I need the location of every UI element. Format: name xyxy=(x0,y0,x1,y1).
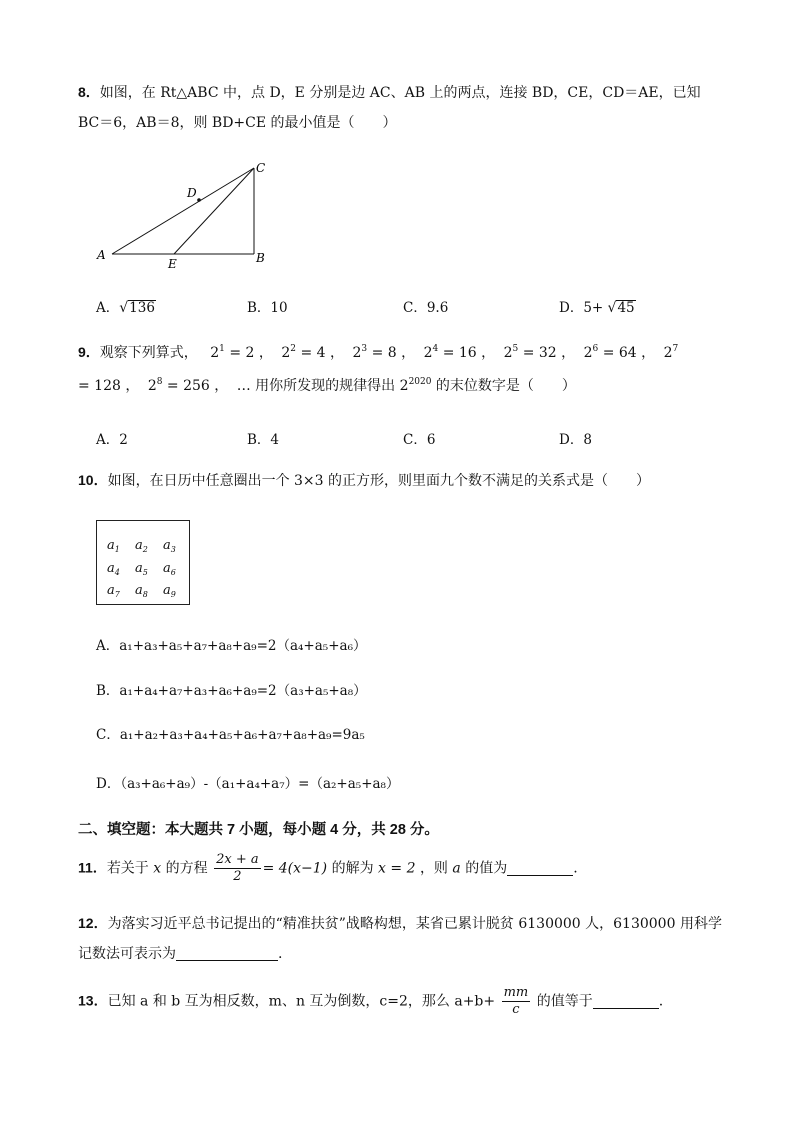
grid-cell: $a_7$ xyxy=(107,583,120,599)
q12-number: 12． xyxy=(78,915,108,931)
power-3: $2^3 = 8$ xyxy=(352,344,397,361)
grid-cell: $a_8$ xyxy=(135,583,148,599)
q9-intro: 观察下列算式， xyxy=(99,345,198,361)
period: . xyxy=(573,860,578,877)
q8-line1 xyxy=(78,82,701,103)
point-d xyxy=(197,198,201,202)
grid-cell: $a_2$ xyxy=(135,538,148,554)
var-a: a xyxy=(452,860,461,877)
grid-cell: $a_6$ xyxy=(163,561,176,577)
section-2-heading: 二、填空题：本大题共 7 小题，每小题 4 分，共 28 分。 xyxy=(78,822,439,838)
q12-line2 xyxy=(78,944,282,964)
q9-option-c: C．6 xyxy=(403,432,436,448)
radicand: 45 xyxy=(617,300,635,316)
q11-text-3: 的解为 xyxy=(331,860,374,877)
label-c: C xyxy=(256,161,266,175)
q10-option-b: B．a₁+a₄+a₇+a₃+a₆+a₉=2（a₃+a₅+a₈） xyxy=(96,683,367,699)
q10-number: 10． xyxy=(78,472,108,488)
q12-line1 xyxy=(78,913,722,934)
option-letter: C． xyxy=(403,300,427,316)
label-b: B xyxy=(256,251,265,265)
q13-text-1: 已知 a 和 b 互为相反数，m、n 互为倒数，c=2，那么 a+b+ xyxy=(107,993,496,1010)
q11-text-4: ，则 xyxy=(419,860,448,877)
period: . xyxy=(658,993,664,1010)
option-letter: D． xyxy=(559,300,584,316)
q9-line2: = 128 ， $2^8 = 256$ ， … 用你所发现的规律得出 $2^{2020}$ 的末位数字是（ ） xyxy=(78,377,576,394)
q8-text-line1: 如图，在 Rt△ABC 中，点 D，E 分别是边 AC、AB 上的两点，连接 BD，CE，CD＝AE，已知 xyxy=(99,85,701,101)
q12-text-line1: 为落实习近平总书记提出的“精准扶贫”战略构想，某省已累计脱贫 6130000 人，6130000 用科学 xyxy=(107,916,722,932)
q9-option-b: B．4 xyxy=(247,432,280,448)
answer-blank[interactable] xyxy=(507,861,573,876)
power-1: $2^1 = 2$ xyxy=(210,344,255,361)
q9-target-power: $2^{2020}$ xyxy=(399,377,432,394)
q10-option-a: A．a₁+a₃+a₅+a₇+a₈+a₉=2（a₄+a₅+a₆） xyxy=(96,638,367,654)
q11-text-1: 若关于 xyxy=(106,860,149,877)
power-8: $2^8 = 256$ xyxy=(147,377,210,394)
q13-number: 13． xyxy=(78,992,108,1009)
q13-line xyxy=(78,986,663,1017)
period: . xyxy=(278,946,283,962)
radicand: 136 xyxy=(129,300,155,316)
side-ac xyxy=(112,168,254,254)
segment-ce xyxy=(174,168,254,254)
q11-text-5: 的值为 xyxy=(465,860,508,877)
equation-fraction: $\frac{2x + a}{2}$ xyxy=(216,852,259,884)
grid-cell: $a_1$ xyxy=(107,538,120,554)
power-7-base: $2^7$ xyxy=(663,344,679,361)
grid-cell: $a_5$ xyxy=(135,561,148,577)
solution: x = 2 xyxy=(378,860,416,877)
q9-tail1: … 用你所发现的规律得出 xyxy=(236,378,396,394)
option-text: 10 xyxy=(270,300,288,316)
power-4: $2^4 = 16$ xyxy=(423,344,477,361)
q9-line1: 9．观察下列算式， $2^1 = 2$ ， $2^2 = 4$ ， $2^3 = 8$ ， $2^4 = 16$ ， $2^5 = 32$ ， $2^6 = 64$ ， $2^7$ xyxy=(78,344,679,361)
triangle-figure xyxy=(95,158,275,270)
equation-rhs: = 4(x−1) xyxy=(262,860,328,877)
power-7-value: = 128 xyxy=(78,378,121,394)
answer-blank[interactable] xyxy=(593,994,659,1009)
q10-line xyxy=(78,470,650,491)
label-e: E xyxy=(168,257,177,270)
mm-over-c-fraction: $\frac{mm}{c}$ xyxy=(503,985,529,1017)
var-x: x xyxy=(153,860,162,877)
q8-option-a: A．√136 xyxy=(96,300,155,316)
q9-option-d: D．8 xyxy=(559,432,592,448)
grid-cell: $a_9$ xyxy=(163,583,176,599)
option-text: 9.6 xyxy=(426,300,449,316)
q11-number: 11． xyxy=(78,859,107,876)
q12-text-line2: 记数法可表示为 xyxy=(78,946,176,962)
answer-blank[interactable] xyxy=(176,946,278,961)
grid-cell: $a_3$ xyxy=(163,538,176,554)
q9-option-a: A．2 xyxy=(96,432,128,448)
q9-number: 9． xyxy=(78,344,100,360)
label-d: D xyxy=(187,186,197,200)
calendar-grid-box xyxy=(96,520,190,605)
q8-option-d: D．5+ √45 xyxy=(559,300,635,316)
q10-text: 如图，在日历中任意圈出一个 3×3 的正方形，则里面九个数不满足的关系式是（ ） xyxy=(107,473,651,489)
grid-cell: $a_4$ xyxy=(107,561,120,577)
q11-text-2: 的方程 xyxy=(165,860,208,877)
option-letter: A． xyxy=(96,300,120,316)
option-letter: B． xyxy=(247,300,271,316)
q8-option-c xyxy=(403,296,448,316)
q11-line xyxy=(78,853,578,884)
power-2: $2^2 = 4$ xyxy=(281,344,326,361)
q13-text-2: 的值等于 xyxy=(536,993,593,1010)
q9-tail2: 的末位数字是（ ） xyxy=(435,378,576,394)
q10-option-d: D．（a₃+a₆+a₉）-（a₁+a₄+a₇）=（a₂+a₅+a₈） xyxy=(96,776,400,792)
q10-option-c: C．a₁+a₂+a₃+a₄+a₅+a₆+a₇+a₈+a₉=9a₅ xyxy=(96,727,365,743)
option-prefix: 5+ xyxy=(583,300,608,316)
q8-number: 8． xyxy=(78,84,100,100)
label-a: A xyxy=(97,248,106,262)
power-5: $2^5 = 32$ xyxy=(503,344,557,361)
q8-option-b xyxy=(247,296,288,316)
power-6: $2^6 = 64$ xyxy=(583,344,637,361)
q8-text-line2: BC＝6，AB＝8，则 BD+CE 的最小值是（ ） xyxy=(78,115,397,131)
